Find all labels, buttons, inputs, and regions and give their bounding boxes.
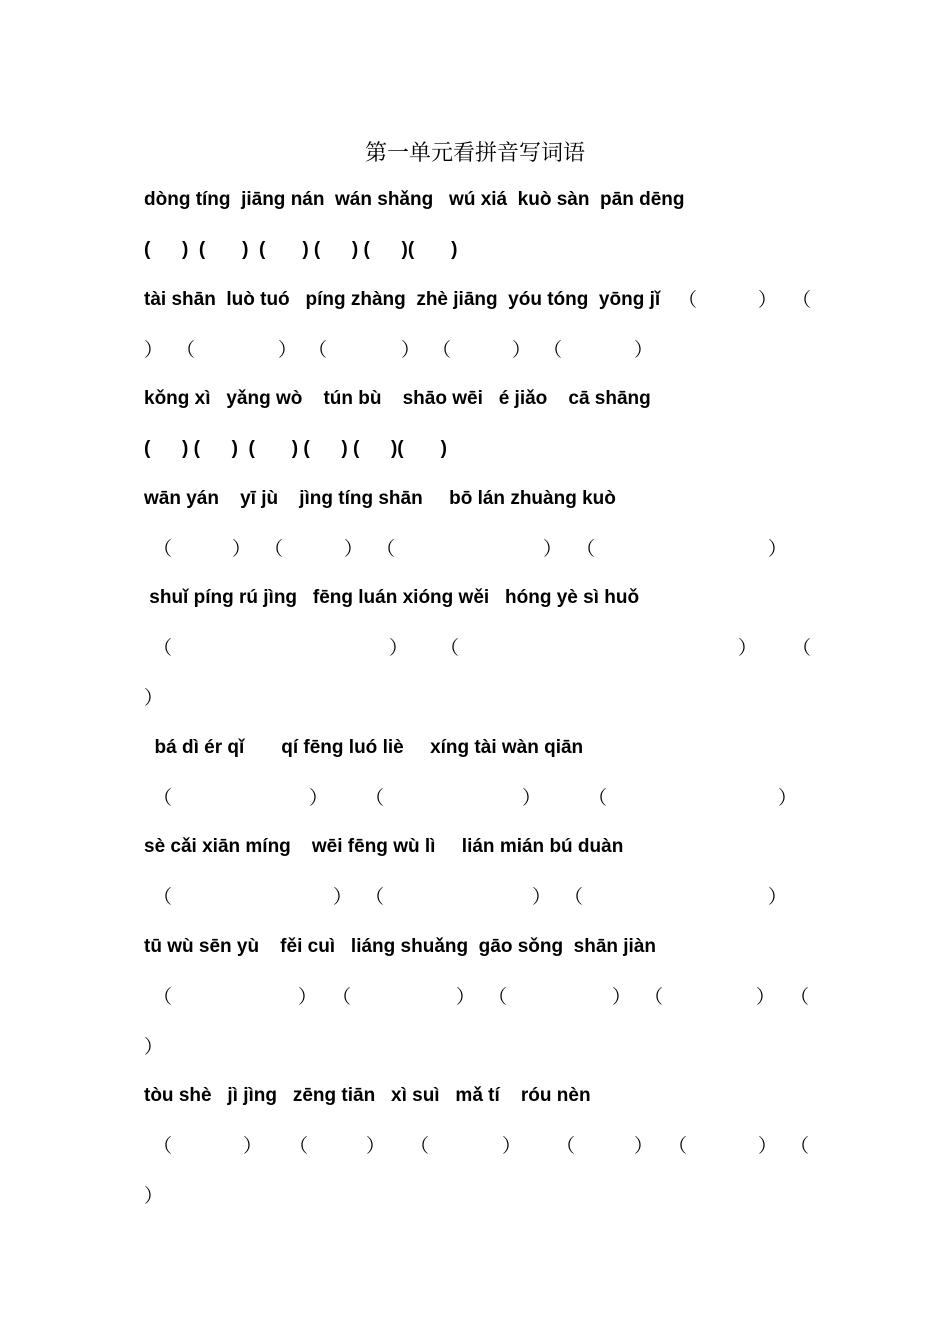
bracket-close: ） <box>768 886 788 908</box>
pinyin-line-9: tòu shè jì jìng zēng tiān xì suì mǎ tí róu nèn <box>144 1085 591 1106</box>
pinyin-line-6: bá dì ér qǐ qí fēng luó liè xíng tài wàn qiān <box>144 737 584 758</box>
bracket-close: ） <box>502 1135 522 1157</box>
bracket-open: （ <box>176 339 196 361</box>
bracket-close: ） <box>144 1036 164 1058</box>
bracket-close: ） <box>309 787 329 809</box>
answer-blanks-1: ( ) ( ) ( ) ( ) ( )( ) <box>144 239 458 260</box>
bracket-open: （ <box>153 787 173 809</box>
pinyin-line-4: wān yán yī jù jìng tíng shān bō lán zhuàng kuò <box>144 488 616 509</box>
bracket-open: （ <box>792 289 812 311</box>
bracket-open: （ <box>790 1135 810 1157</box>
bracket-open: （ <box>376 538 396 560</box>
bracket-open: （ <box>440 637 460 659</box>
bracket-close: ） <box>738 637 758 659</box>
bracket-close: ） <box>144 339 164 361</box>
bracket-close: ） <box>456 986 476 1008</box>
bracket-open: （ <box>668 1135 688 1157</box>
bracket-close: ） <box>512 339 532 361</box>
bracket-close: ） <box>634 339 654 361</box>
bracket-open: （ <box>432 339 452 361</box>
pinyin-line-1: dòng tíng jiāng nán wán shǎng wú xiá kuò sàn pān dēng <box>144 189 685 210</box>
bracket-close: ） <box>543 538 563 560</box>
bracket-close: ） <box>522 787 542 809</box>
bracket-open: （ <box>264 538 284 560</box>
bracket-close: ） <box>344 538 364 560</box>
bracket-open: （ <box>153 637 173 659</box>
answer-blanks-3: ( ) ( ) ( ) ( ) ( )( ) <box>144 438 447 459</box>
bracket-close: ） <box>401 339 421 361</box>
bracket-close: ） <box>144 687 164 709</box>
page-title: 第一单元看拼音写词语 <box>364 141 585 166</box>
bracket-open: （ <box>153 886 173 908</box>
bracket-open: （ <box>576 538 596 560</box>
bracket-open: （ <box>365 886 385 908</box>
bracket-close: ） <box>333 886 353 908</box>
bracket-close: ） <box>243 1135 263 1157</box>
bracket-open: （ <box>153 1135 173 1157</box>
bracket-open: （ <box>792 637 812 659</box>
bracket-open: （ <box>488 986 508 1008</box>
bracket-close: ） <box>758 289 778 311</box>
bracket-open: （ <box>556 1135 576 1157</box>
pinyin-line-3: kǒng xì yǎng wò tún bù shāo wēi é jiǎo cā shāng <box>144 388 651 409</box>
bracket-open: （ <box>153 986 173 1008</box>
bracket-open: （ <box>153 538 173 560</box>
bracket-open: （ <box>564 886 584 908</box>
bracket-close: ） <box>634 1135 654 1157</box>
bracket-close: ） <box>532 886 552 908</box>
pinyin-line-2: tài shān luò tuó píng zhàng zhè jiāng yóu tóng yōng jǐ <box>144 289 661 310</box>
bracket-open: （ <box>678 289 698 311</box>
pinyin-line-8: tū wù sēn yù fěi cuì liáng shuǎng gāo sǒng shān jiàn <box>144 936 657 957</box>
bracket-open: （ <box>365 787 385 809</box>
bracket-open: （ <box>790 986 810 1008</box>
bracket-close: ） <box>232 538 252 560</box>
bracket-open: （ <box>289 1135 309 1157</box>
pinyin-line-7: sè cǎi xiān míng wēi fēng wù lì lián mián bú duàn <box>144 836 624 857</box>
bracket-open: （ <box>588 787 608 809</box>
bracket-close: ） <box>278 339 298 361</box>
bracket-close: ） <box>768 538 788 560</box>
pinyin-line-5: shuǐ píng rú jìng fēng luán xióng wěi hóng yè sì huǒ <box>144 587 640 608</box>
bracket-open: （ <box>332 986 352 1008</box>
bracket-close: ） <box>612 986 632 1008</box>
bracket-close: ） <box>298 986 318 1008</box>
bracket-open: （ <box>308 339 328 361</box>
bracket-close: ） <box>756 986 776 1008</box>
bracket-open: （ <box>644 986 664 1008</box>
bracket-close: ） <box>778 787 798 809</box>
bracket-close: ） <box>144 1185 164 1207</box>
bracket-close: ） <box>389 637 409 659</box>
bracket-close: ） <box>366 1135 386 1157</box>
bracket-open: （ <box>543 339 563 361</box>
bracket-open: （ <box>410 1135 430 1157</box>
bracket-close: ） <box>758 1135 778 1157</box>
